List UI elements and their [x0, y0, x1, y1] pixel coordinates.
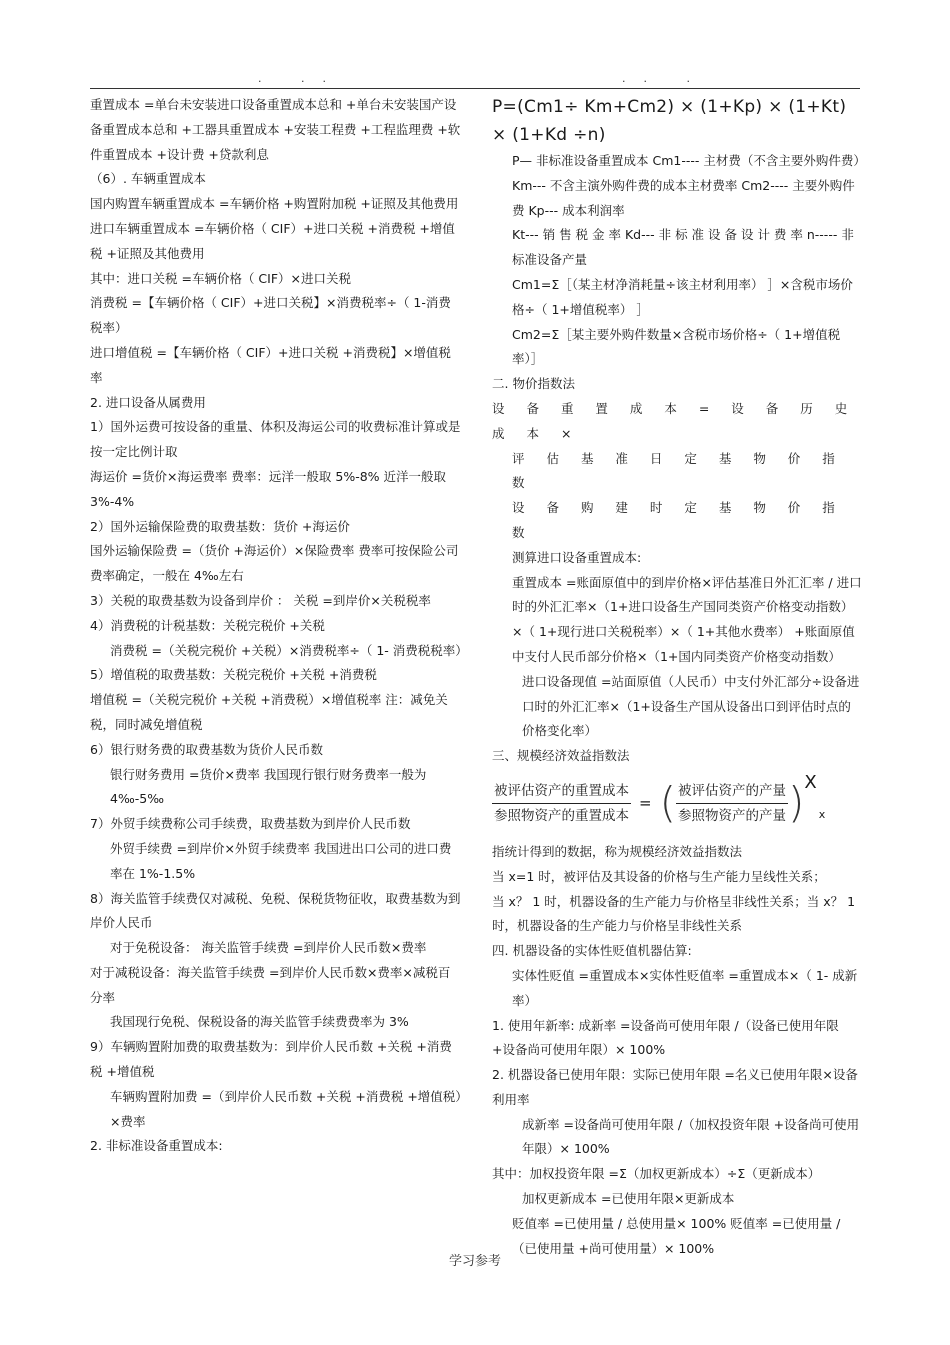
ratio-numerator: 被评估资产的重置成本	[492, 779, 631, 804]
text-line: 2）国外运输保险费的取费基数：货价 +海运价	[90, 518, 350, 534]
header-mark-left: . ..	[258, 72, 344, 85]
text-line: 1. 使用年新率: 成新率 =设备尚可使用年限 /（设备已使用年限 +设备尚可使用年限）× 100%	[492, 1017, 839, 1058]
exponent-small: x	[818, 808, 826, 822]
text-line: 4）消费税的计税基数：关税完税价 +关税	[90, 617, 325, 633]
exponent: X	[804, 771, 817, 793]
definition-line: Kt--- 销 售 税 金 率 Kd--- 非 标 准 设 备 设 计 费 率 n----- 非标准设备产量	[512, 227, 854, 268]
definition-line: Km--- 不含主演外购件费的成本主材费率 Cm2---- 主要外购件费 Kp--- 成本利润率	[512, 177, 855, 218]
ratio-denominator: 参照物资产的重置成本	[494, 807, 629, 824]
text-line: 我国现行免税、保税设备的海关监管手续费费率为 3%	[110, 1014, 409, 1030]
text-line: 贬值率 =已使用量 / 总使用量× 100% 贬值率 =已使用量 /（已使用量 +尚可使用量）× 100%	[512, 1215, 841, 1256]
text-line: 当 x=1 时，被评估及其设备的价格与生产能力呈线性关系；	[492, 868, 826, 884]
cost-ratio	[492, 779, 631, 828]
text-line: 消费税 =（关税完税价 +关税）×消费税率÷（ 1- 消费税税率）	[110, 642, 468, 658]
text-line: 进口增值税 =【车辆价格（ CIF）+进口关税 +消费税】×增值税率	[90, 344, 451, 385]
text-line: 当 x？ 1 时，机器设备的生产能力与价格呈非线性关系；当 x？ 1 时，机器设备的生产能力与价格呈非线性关系	[492, 893, 856, 934]
text-line: 外贸手续费 =到岸价×外贸手续费率 我国进出口公司的进口费率在 1%-1.5%	[110, 840, 452, 881]
right-paren: )	[787, 778, 805, 828]
text-line: 1）国外运费可按设备的重量、体积及海运公司的收费标准计算或是按一定比例计取	[90, 419, 461, 460]
price-formula-numerator: 评 估 基 准 日 定 基 物 价 指 数	[512, 450, 844, 491]
text-line: 重置成本 =单台未安装进口设备重置成本总和 +单台未安装国产设备重置成本总和 +工器具重置成本 +安装工程费 +工程监理费 +软件重置成本 +设计费 +贷款利息	[90, 97, 461, 162]
section-heading: 四. 机器设备的实体性贬值机器估算:	[492, 943, 692, 959]
ratio-denominator: 参照物资产的产量	[677, 807, 786, 824]
text-line: 9）车辆购置附加费的取费基数为：到岸价人民币数 +关税 +消费税 +增值税	[90, 1039, 452, 1080]
price-formula-line: 设 备 重 置 成 本 = 设 备 历 史 成 本 ×	[492, 400, 857, 441]
text-line: 进口设备现值 =站面原值（人民币）中支付外汇部分÷设备进口时的外汇汇率×（1+设备生产国从设备出口到评估时点的价格变化率）	[522, 673, 860, 739]
definition-line: Cm1=Σ［（某主材净消耗量÷该主材利用率） ］×含税市场价格÷（ 1+增值税率） ］	[512, 276, 853, 317]
definition-line: P— 非标准设备重置成本 Cm1---- 主材费（不含主要外购件费）	[512, 153, 866, 168]
text-line: 对于减税设备：海关监管手续费 =到岸价人民币数×费率×减税百分率	[90, 964, 451, 1005]
text-line: 实体性贬值 =重置成本×实体性贬值率 =重置成本×（ 1- 成新率）	[512, 967, 858, 1008]
text-line: 成新率 =设备尚可使用年限 /（加权投资年限 +设备尚可使用年限）× 100%	[522, 1116, 860, 1157]
text-line: 进口车辆重置成本 =车辆价格（ CIF）+进口关税 +消费税 +增值税 +证照及其他费用	[90, 220, 455, 261]
section-heading: 2. 非标准设备重置成本:	[90, 1138, 223, 1154]
text-line: 海运价 =货价×海运费率 费率：远洋一般取 5%-8% 近洋一般取 3%-4%	[90, 468, 447, 509]
text-line: 6）银行财务费的取费基数为货价人民币数	[90, 741, 323, 757]
section-heading: （6）. 车辆重置成本	[90, 171, 206, 187]
text-line: 7）外贸手续费称公司手续费，取费基数为到岸价人民币数	[90, 816, 411, 832]
text-line: 国外运输保险费 =（货价 +海运价）×保险费率 费率可按保险公司费率确定，一般在 4‰左右	[90, 543, 459, 584]
ratio-numerator: 被评估资产的产量	[676, 779, 788, 804]
text-line: 其中：加权投资年限 =Σ（加权更新成本）÷Σ（更新成本）	[492, 1166, 821, 1182]
text-line: 8）海关监管手续费仅对减税、免税、保税货物征收，取费基数为到岸价人民币	[90, 890, 461, 931]
page-footer: 学习参考	[448, 1254, 501, 1269]
text-line: 增值税 =（关税完税价 +关税 +消费税）×增值税率 注：减免关税，同时减免增值税	[90, 692, 448, 732]
text-line: 其中：进口关税 =车辆价格（ CIF）×进口关税	[90, 270, 351, 286]
definition-line: Cm2=Σ［某主要外购件数量×含税市场价格÷（ 1+增值税率）］	[512, 326, 841, 367]
text-line: 3）关税的取费基数为设备到岸价 ： 关税 =到岸价×关税税率	[90, 592, 431, 608]
left-column	[90, 93, 468, 1159]
price-formula-denominator: 设 备 购 建 时 定 基 物 价 指 数	[512, 500, 844, 540]
section-heading: 三、规模经济效益指数法	[492, 748, 630, 764]
output-ratio	[676, 779, 788, 828]
header-mark-right: .. .	[622, 72, 708, 85]
text-line: 消费税 =【车辆价格（ CIF）+进口关税】×消费税率÷（ 1-消费税率）	[90, 295, 451, 336]
right-column	[492, 93, 866, 1261]
text-line: 车辆购置附加费 =（到岸价人民币数 +关税 +消费税 +增值税）×费率	[110, 1088, 462, 1129]
equals-sign: =	[639, 794, 652, 813]
text-line: 5）增值税的取费基数：关税完税价 +关税 +消费税	[90, 667, 377, 683]
text-line: 2. 机器设备已使用年限：实际已使用年限 =名义已使用年限×设备利用率	[492, 1067, 858, 1107]
text-line: 国内购置车辆重置成本 =车辆价格 +购置附加税 +证照及其他费用	[90, 196, 459, 212]
text-line: 银行财务费用 =货价×费率 我国现行银行财务费率一般为 4‰-5‰	[110, 766, 427, 807]
section-heading: 2. 进口设备从属费用	[90, 394, 206, 410]
text-line: 对于免税设备： 海关监管手续费 =到岸价人民币数×费率	[110, 940, 427, 956]
text-line: 测算进口设备重置成本:	[512, 549, 642, 565]
scale-economy-formula	[492, 771, 862, 828]
section-heading: 二. 物价指数法	[492, 376, 575, 392]
text-line: 重置成本 =账面原值中的到岸价格×评估基准日外汇汇率 / 进口时的外汇汇率×（1+进口设备生产国同类资产价格变动指数）×（ 1+现行进口关税税率）×（ 1+其他水费率） +账面原值中支付人民币部分价格×（1+国内同类资产价格变动指数）	[512, 574, 862, 664]
text-line: 加权更新成本 =已使用年限×更新成本	[522, 1191, 735, 1207]
formula-p: P=(Cm1÷ Km+Cm2) × (1+Kp) × (1+Kt) × (1+Kd ÷n)	[492, 97, 847, 145]
header-rule	[90, 88, 860, 89]
left-paren: (	[659, 778, 676, 828]
text-line: 指统计得到的数据，称为规模经济效益指数法	[492, 843, 743, 859]
